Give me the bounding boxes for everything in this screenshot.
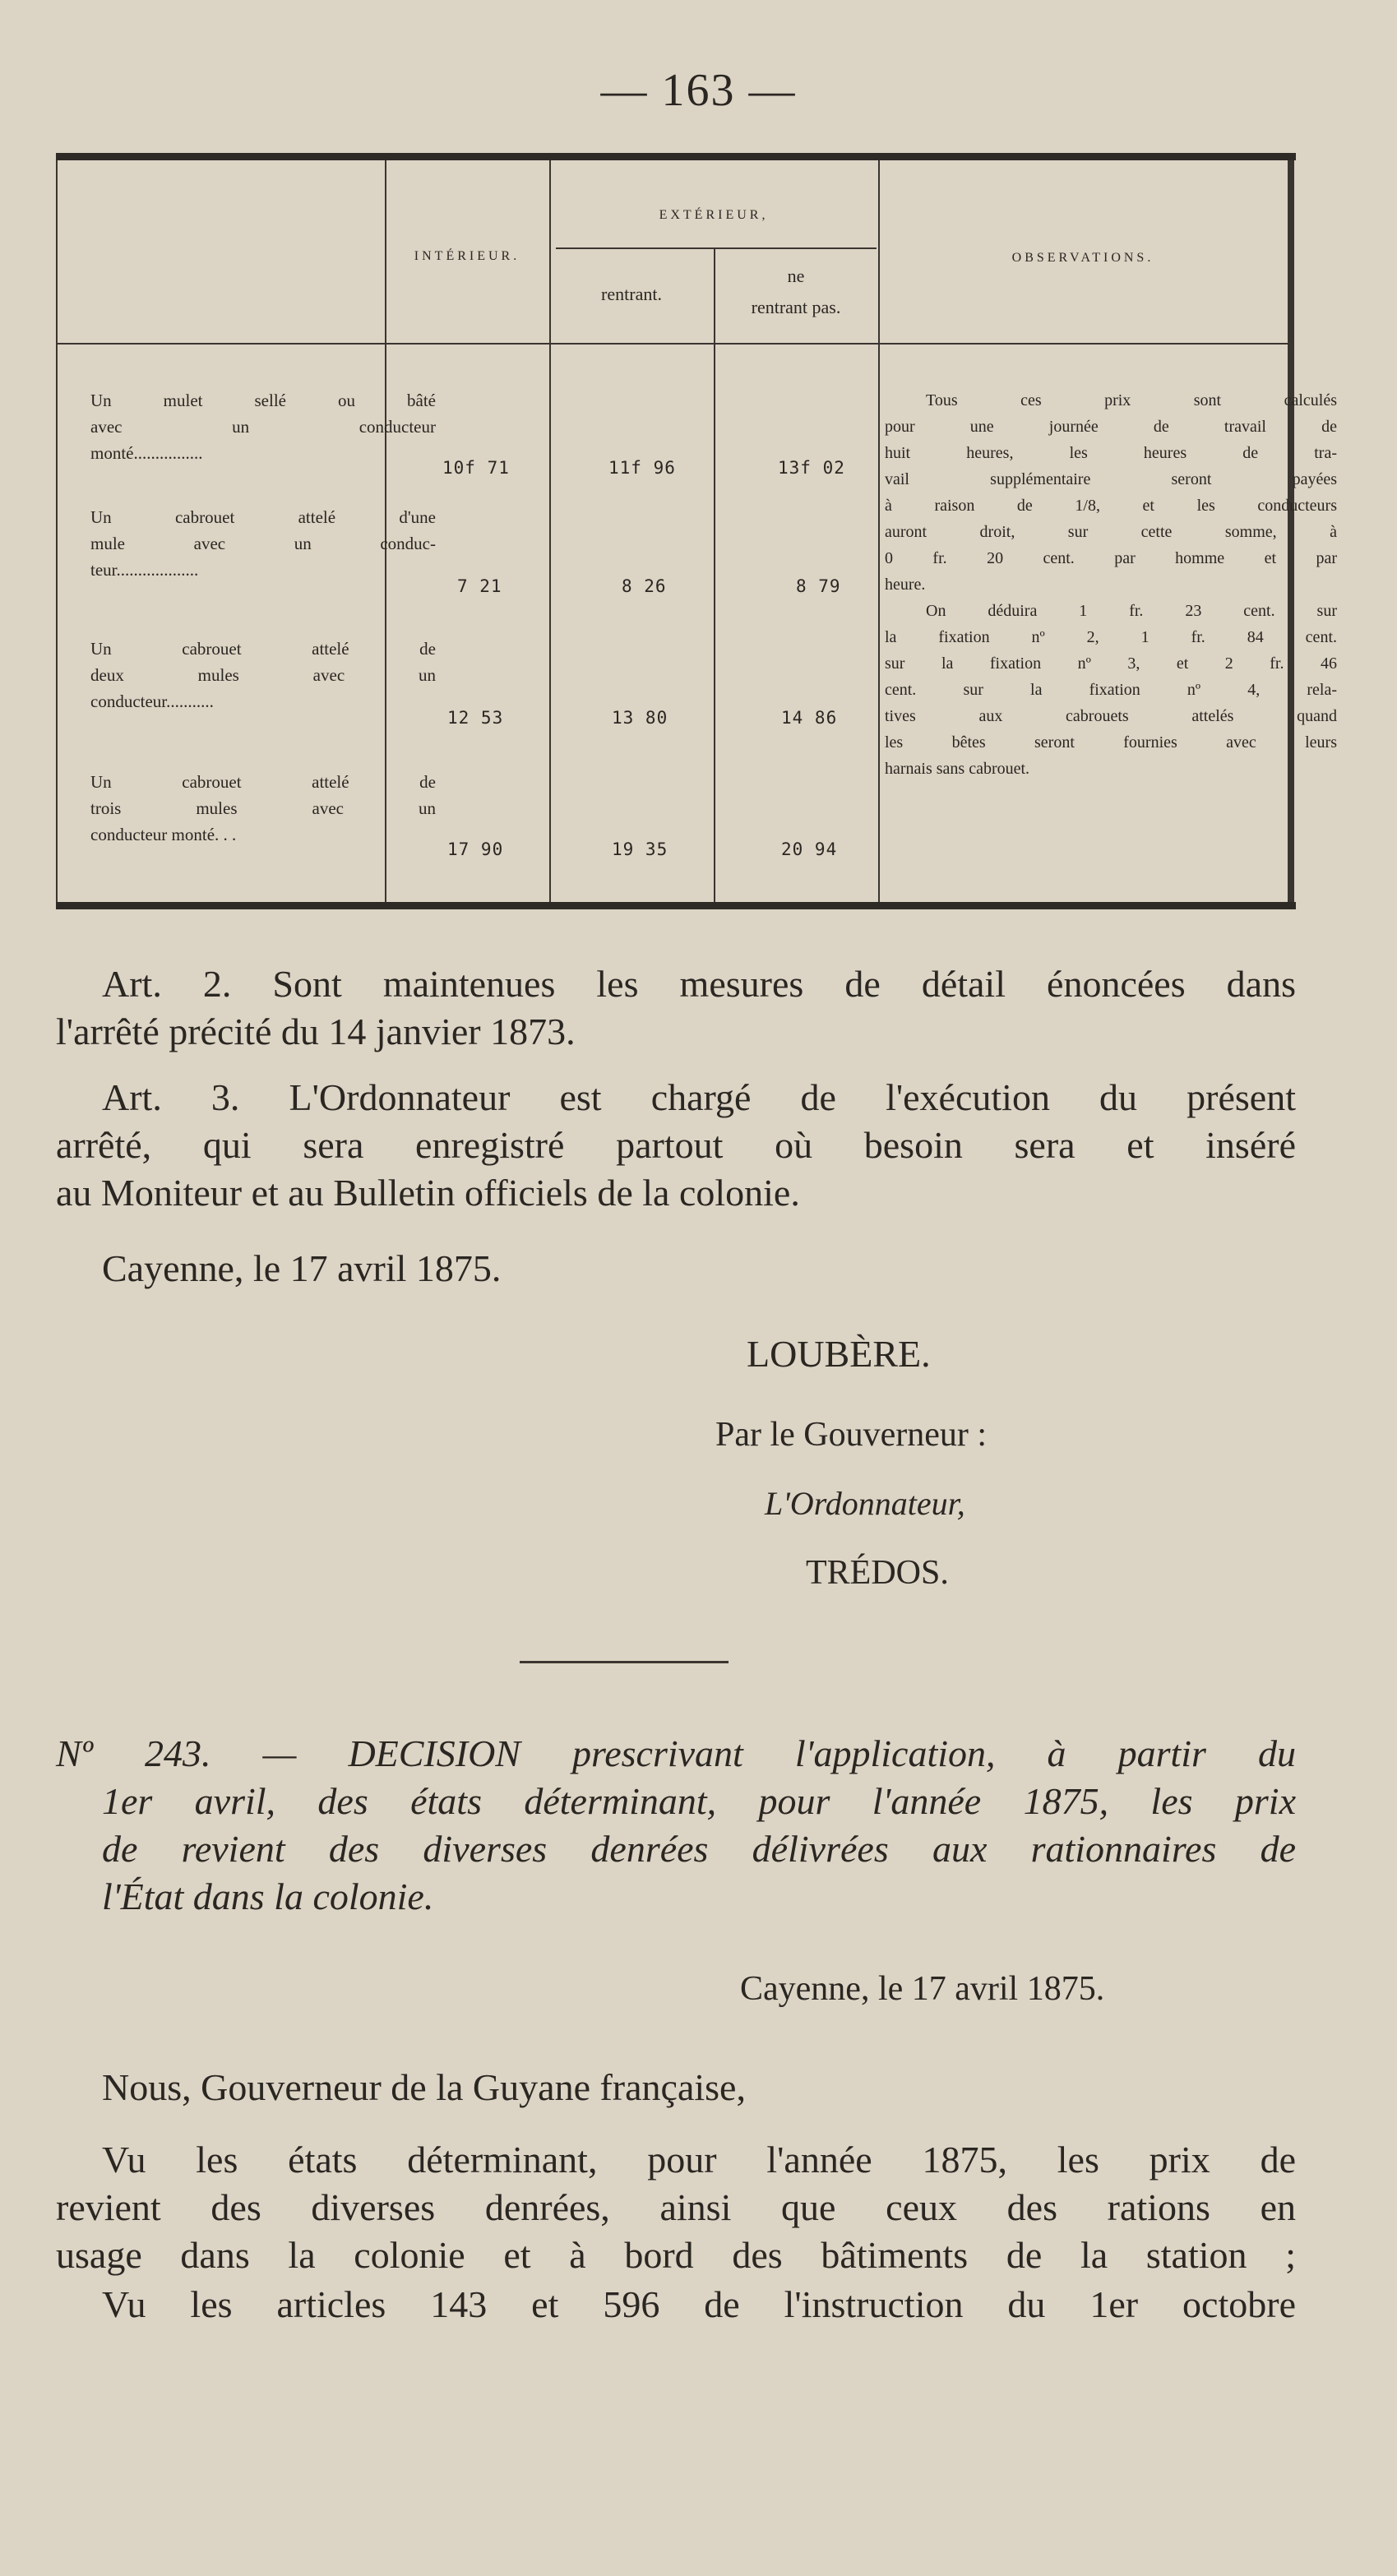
table-border-left [56,160,58,902]
header-ne: ne [787,266,805,286]
nous-line: Nous, Gouverneur de la Guyane française, [102,2066,746,2108]
vu-paragraph-1: Vu les états déterminant, pour l'année 1875, les prix de revient des diverses denrées, ainsi que ceux des rations en usage dans la colonie et à bord des bâtiments de la station ; [56,2139,1296,2276]
value-interieur: 12 53 [447,708,504,728]
value-ne-rentrant: 13f 02 [778,458,845,478]
observation-paragraph: Tous ces prix sont calculés pour une journée de travail de huit heures, les heures de tra- vail supplémentaire seront payées à raison de 1/8, et les conducteurs auront droit, sur cette somme, à 0 fr. 20 cent. par homme et par heure. [885,391,1337,594]
signature-ordonnateur: TRÉDOS. [806,1554,949,1592]
row-label: Un cabrouet attelé de trois mules avec un conducteur monté. . . [90,772,436,844]
value-rentrant: 19 35 [612,839,668,859]
value-ne-rentrant: 14 86 [781,708,838,728]
header-rule [56,343,1289,345]
table-col-divider [714,249,715,902]
decision-title: Nº 243. — DECISION prescrivant l'application, à partir du 1er avril, des états déterminant, pour l'année 1875, les prix de revient des diverses denrées délivrées aux rationnaires de l'État dans la colonie. [56,1732,1296,1917]
value-interieur: 10f 71 [442,458,510,478]
table-col-divider [549,160,551,902]
table-col-divider [878,160,880,902]
value-rentrant: 11f 96 [608,458,676,478]
signature-governor: LOUBÈRE. [747,1333,931,1375]
signature-par: Par le Gouverneur : [715,1416,988,1454]
row-label: Un mulet sellé ou bâté avec un conducteur monté................ [90,391,436,463]
exterieur-rule [556,247,877,249]
tariff-table [56,153,1337,909]
value-interieur: 7 21 [457,576,502,596]
value-rentrant: 8 26 [622,576,667,596]
decision-date: Cayenne, le 17 avril 1875. [740,1970,1105,2008]
observation-paragraph: On déduira 1 fr. 23 cent. sur la fixation nº 2, 1 fr. 84 cent. sur la fixation nº 3, et 2 fr. 46 cent. sur la fixation nº 4, rela- tives aux cabrouets attelés quand les bêtes seront fournies avec leurs harnais sans cabrouet. [885,602,1337,778]
separator-rule [520,1661,729,1663]
value-interieur: 17 90 [447,839,504,859]
article-2: Art. 2. Sont maintenues les mesures de détail énoncées dans l'arrêté précité du 14 janvier 1873. [56,963,1296,1052]
header-rentrant-pas: rentrant pas. [751,297,841,317]
date-line: Cayenne, le 17 avril 1875. [102,1247,502,1289]
page-number: — 163 — [600,65,797,116]
vu-paragraph-2: Vu les articles 143 et 596 de l'instruction du 1er octobre [102,2283,1296,2325]
article-3: Art. 3. L'Ordonnateur est chargé de l'exécution du présent arrêté, qui sera enregistré partout où besoin sera et inséré au Moniteur et au Bulletin officiels de la colonie. [56,1076,1296,1214]
row-label: Un cabrouet attelé d'une mule avec un conduc- teur................... [90,507,436,580]
header-exterieur: EXTÉRIEUR, [659,208,769,222]
header-observations: OBSERVATIONS. [1011,251,1154,265]
header-rentrant: rentrant. [601,284,662,304]
value-rentrant: 13 80 [612,708,668,728]
value-ne-rentrant: 8 79 [796,576,841,596]
signature-title: L'Ordonnateur, [765,1485,965,1522]
row-label: Un cabrouet attelé de deux mules avec un conducteur........... [90,639,436,711]
value-ne-rentrant: 20 94 [781,839,838,859]
header-interieur: INTÉRIEUR. [414,249,520,263]
observations-text [885,387,1337,782]
